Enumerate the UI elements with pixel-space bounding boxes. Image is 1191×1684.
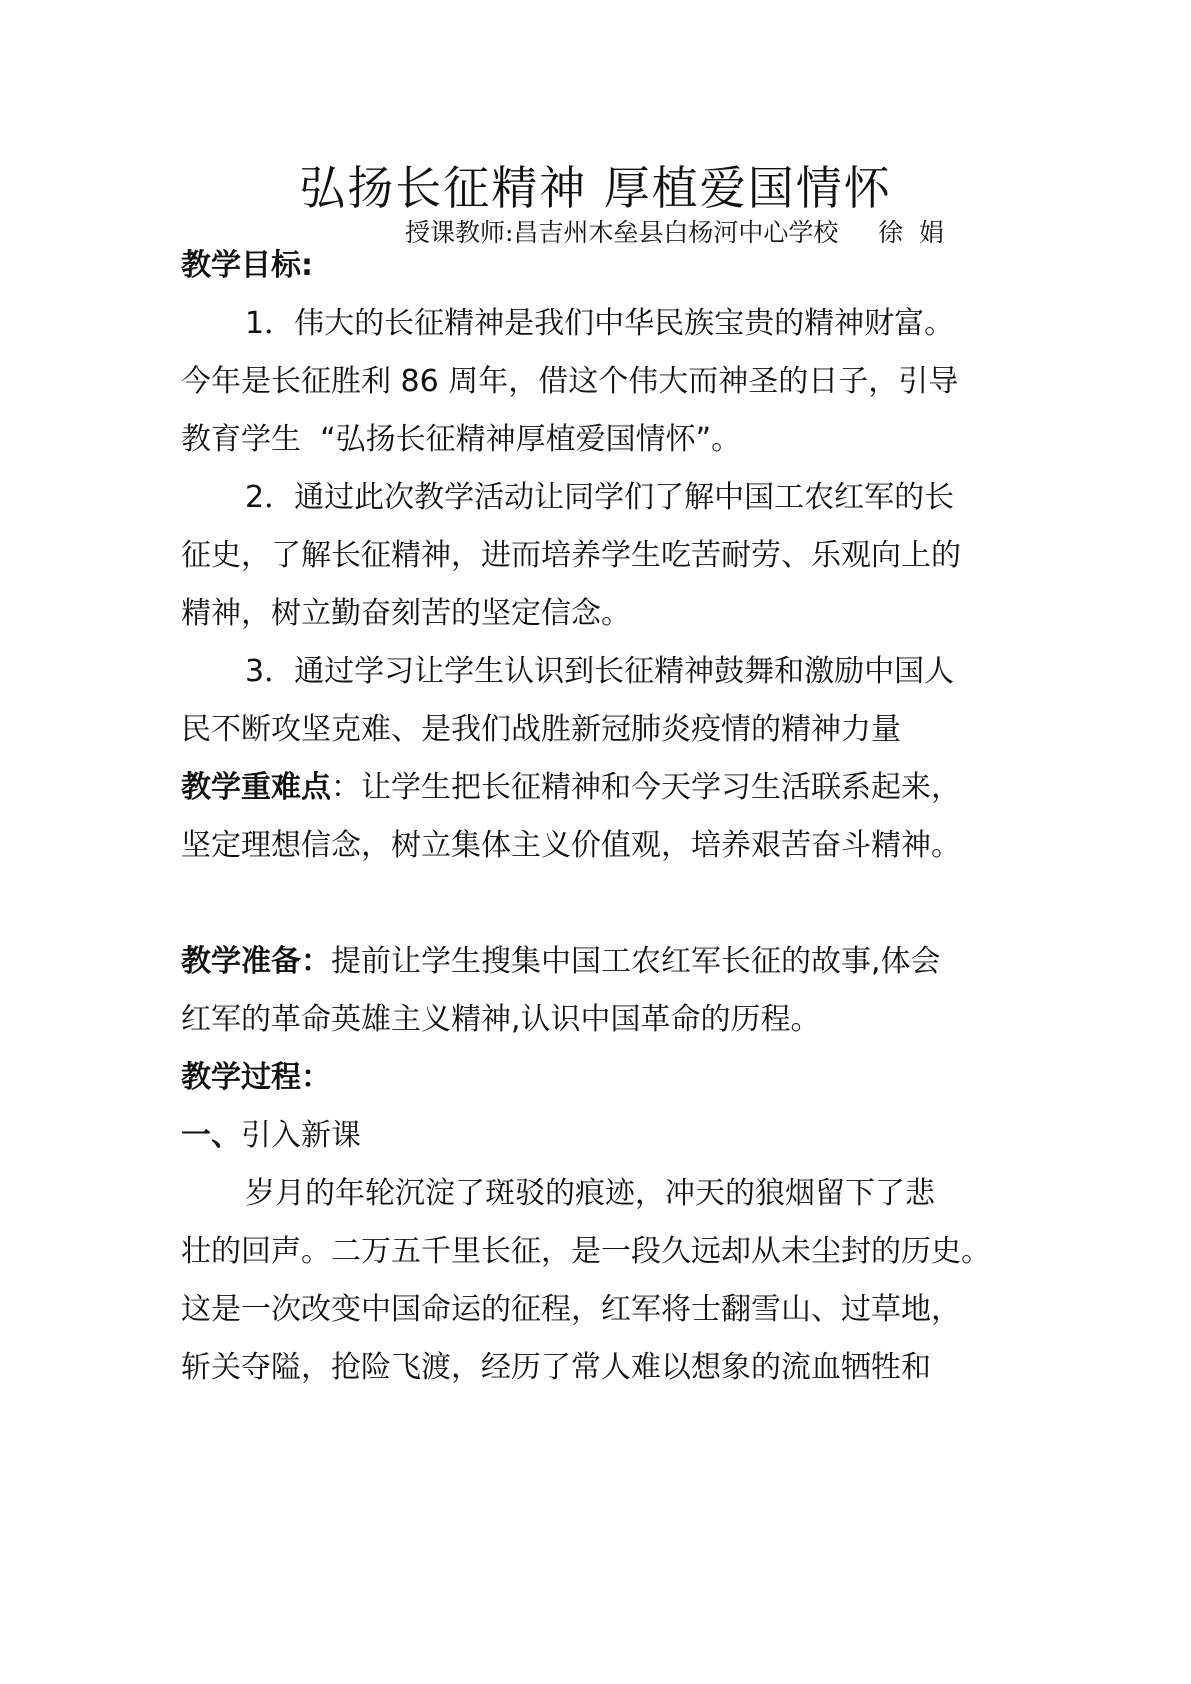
paragraph-line: 斩关夺隘，抢险飞渡，经历了常人难以想象的流血牺牲和 (181, 1350, 931, 1385)
objective-line: 民不断攻坚克难、是我们战胜新冠肺炎疫情的精神力量 (181, 712, 901, 747)
objectives-heading: 教学目标: (181, 248, 313, 283)
key-points-line: 坚定理想信念，树立集体主义价值观，培养艰苦奋斗精神。 (181, 828, 961, 863)
paragraph-line: 岁月的年轮沉淀了斑驳的痕迹，冲天的狼烟留下了悲 (245, 1176, 935, 1211)
document-title: 弘扬长征精神 厚植爱国情怀 (299, 161, 892, 215)
objective-line: 精神，树立勤奋刻苦的坚定信念。 (181, 596, 631, 631)
preparation-label: 教学准备： (181, 944, 331, 979)
preparation-text: 提前让学生搜集中国工农红军长征的故事,体会 (331, 944, 941, 979)
teacher-byline: 授课教师:昌吉州木垒县白杨河中心学校 徐 娟 (405, 218, 945, 247)
objective-line: 今年是长征胜利 86 周年，借这个伟大而神圣的日子，引导 (181, 364, 959, 399)
key-points-line (181, 768, 961, 808)
objective-line: 教育学生 “弘扬长征精神厚植爱国情怀”。 (181, 422, 742, 457)
process-heading: 教学过程： (181, 1060, 331, 1095)
key-points-label: 教学重难点 (181, 770, 331, 805)
paragraph-line: 这是一次改变中国命运的征程，红军将士翻雪山、过草地， (181, 1292, 961, 1327)
objective-line: 3．通过学习让学生认识到长征精神鼓舞和激励中国人 (245, 654, 955, 689)
paragraph-line: 壮的回声。二万五千里长征，是一段久远却从未尘封的历史。 (181, 1234, 991, 1269)
section-number: 一、 (181, 1118, 241, 1153)
section-heading (181, 1116, 361, 1156)
section-title: 引入新课 (241, 1118, 361, 1153)
key-points-text: ：让学生把长征精神和今天学习生活联系起来， (331, 770, 961, 805)
preparation-line (181, 942, 941, 982)
objective-line: 2．通过此次教学活动让同学们了解中国工农红军的长 (245, 480, 955, 515)
preparation-line: 红军的革命英雄主义精神,认识中国革命的历程。 (181, 1002, 821, 1037)
objective-line: 1．伟大的长征精神是我们中华民族宝贵的精神财富。 (245, 306, 955, 341)
objective-line: 征史，了解长征精神，进而培养学生吃苦耐劳、乐观向上的 (181, 538, 961, 573)
